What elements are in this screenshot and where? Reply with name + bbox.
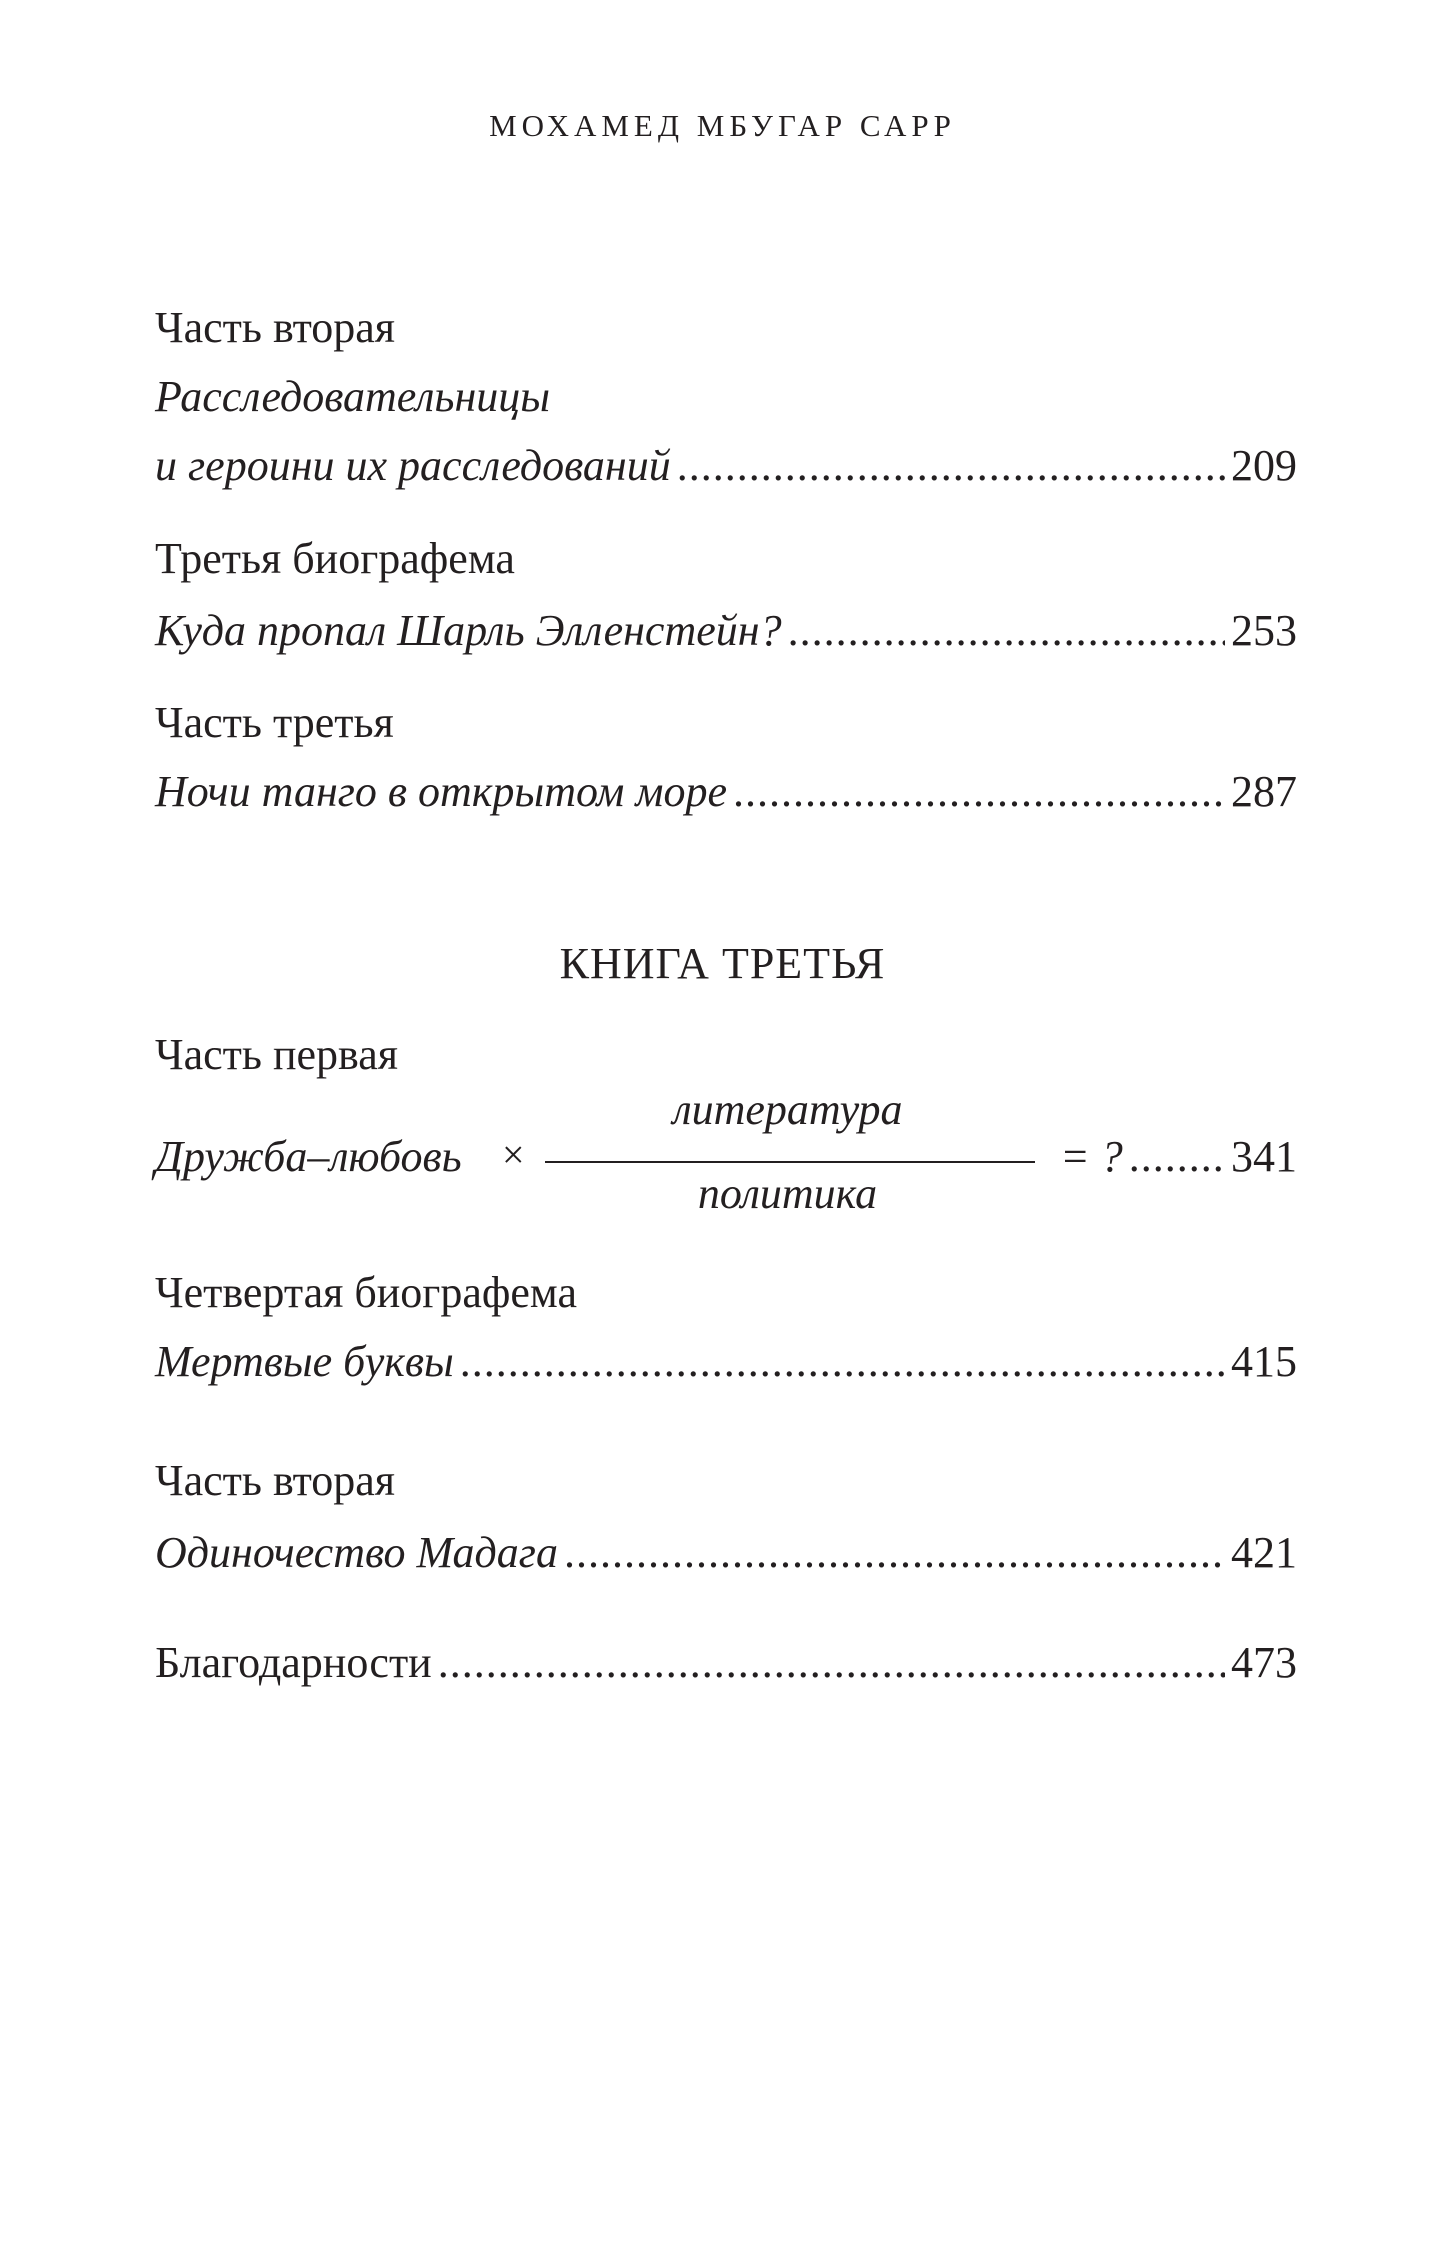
toc-entry-title: Мертвые буквы [155, 1337, 454, 1386]
fraction-left-term: Дружба–любовь [155, 1132, 462, 1181]
toc-entry-title: Куда пропал Шарль Элленстейн? [155, 606, 782, 655]
toc-entry-label: Четвертая биографема [155, 1268, 577, 1317]
page-number[interactable]: 341 [1231, 1132, 1297, 1181]
book-heading: КНИГА ТРЕТЬЯ [559, 939, 886, 988]
toc-entry [155, 534, 1297, 656]
fraction-denominator: политика [697, 1169, 878, 1218]
toc-entry-label-block [155, 1030, 1297, 1080]
dot-leader [677, 441, 1225, 491]
toc-entry-label: Часть третья [155, 698, 394, 747]
page-number[interactable]: 473 [1231, 1638, 1297, 1687]
toc-entry-label: Третья биографема [155, 534, 515, 583]
toc-entry-line [155, 606, 1297, 656]
toc-entry-line [155, 441, 1297, 491]
toc-entry-title: и героини их расследований [155, 441, 671, 490]
page-number[interactable]: 209 [1231, 441, 1297, 490]
dot-leader [460, 1337, 1225, 1387]
toc-entry [155, 1456, 1297, 1578]
dot-leader [733, 767, 1225, 817]
toc-fraction-entry [155, 1084, 1297, 1218]
toc-entry-title: Одиночество Мадага [155, 1528, 558, 1577]
page-number[interactable]: 421 [1231, 1528, 1297, 1577]
page-number[interactable]: 253 [1231, 606, 1297, 655]
toc-entry-title: Ночи танго в открытом море [155, 767, 727, 816]
toc-entry-label: Часть вторая [155, 303, 396, 352]
toc-entry-label: Часть вторая [155, 1456, 396, 1505]
toc-entry-line [155, 1528, 1297, 1578]
multiply-sign: × [502, 1132, 525, 1177]
toc-entry-line [155, 767, 1297, 817]
dot-leader [564, 1528, 1225, 1578]
toc-entry [155, 698, 1297, 817]
toc-entry [155, 1268, 1297, 1387]
toc-entry-title-line: Расследовательницы [155, 372, 551, 421]
toc-entry-line [155, 1638, 1297, 1688]
fraction-equals: = ? [1060, 1132, 1123, 1181]
toc-entry-label: Часть первая [155, 1030, 398, 1079]
dot-leader [788, 606, 1225, 656]
fraction-bar [545, 1161, 1035, 1163]
toc-entry-label: Благодарности [155, 1638, 432, 1687]
toc-entry-line [155, 1337, 1297, 1387]
fraction-numerator: литература [672, 1085, 903, 1134]
page-number[interactable]: 287 [1231, 767, 1297, 816]
dot-leader [1129, 1131, 1225, 1182]
running-head: МОХАМЕД МБУГАР САРР [489, 108, 956, 143]
toc-entry [155, 303, 1297, 491]
toc-entry-line [1060, 1131, 1297, 1182]
page-number[interactable]: 415 [1231, 1337, 1297, 1386]
dot-leader [438, 1638, 1225, 1688]
toc-entry [155, 1638, 1297, 1688]
